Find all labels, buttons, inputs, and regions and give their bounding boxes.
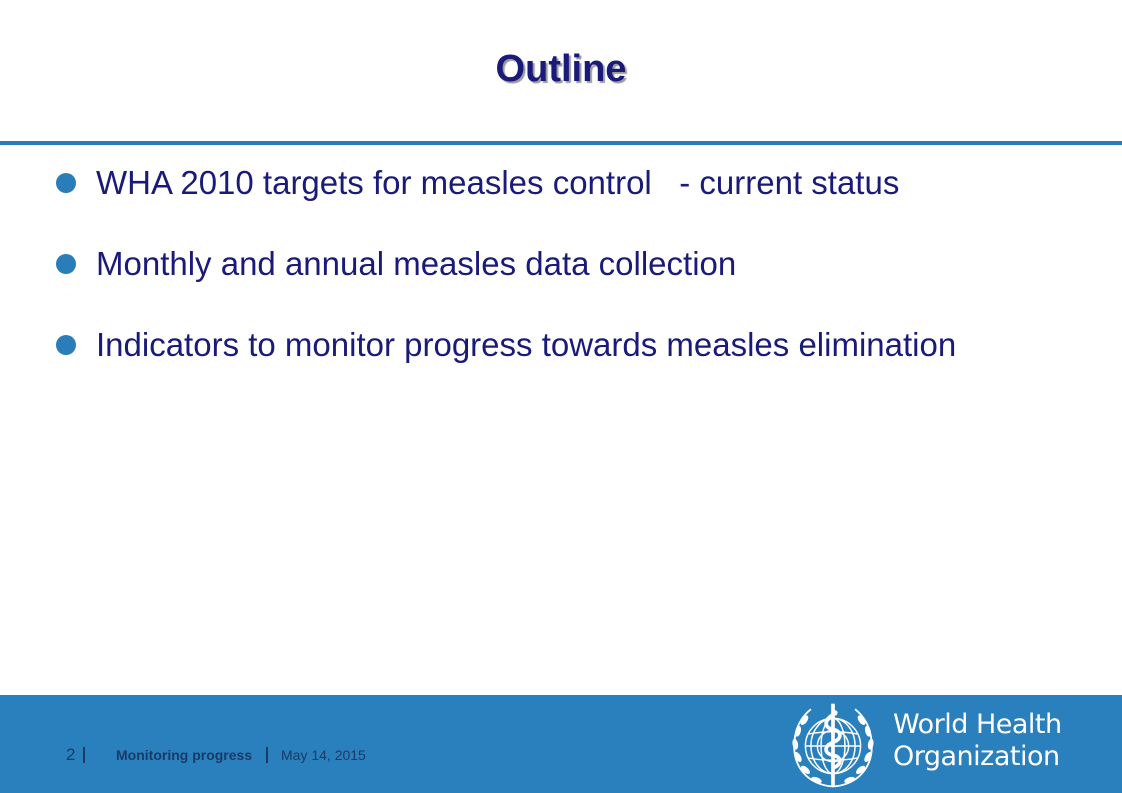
who-logotype: [893, 709, 1062, 773]
bullet-item: [56, 324, 956, 366]
page-number: 2: [66, 745, 76, 764]
bullet-dot-icon: [56, 335, 76, 355]
bullet-text: Monthly and annual measles data collection: [96, 245, 737, 282]
who-emblem-icon: [787, 700, 879, 792]
footer-separator: [83, 747, 85, 763]
bullet-item: [56, 162, 956, 204]
bullet-dot-icon: [56, 173, 76, 193]
slide-title: Outline: [495, 48, 627, 90]
footer-label: Monitoring progress: [116, 747, 253, 763]
who-logotype-line2: Organization: [893, 741, 1060, 772]
bullet-dot-icon: [56, 254, 76, 274]
footer-date: May 14, 2015: [281, 747, 366, 763]
who-logotype-line1: World Health: [893, 709, 1062, 740]
footer-separator: [266, 747, 268, 763]
bullet-text: WHA 2010 targets for measles control - current status: [96, 164, 900, 201]
title-divider: [0, 141, 1122, 145]
bullet-text: Indicators to monitor progress towards measles elimination: [96, 326, 957, 363]
bullet-item: [56, 243, 956, 285]
footer-bar: [0, 695, 1122, 793]
bullet-list: [56, 162, 956, 405]
